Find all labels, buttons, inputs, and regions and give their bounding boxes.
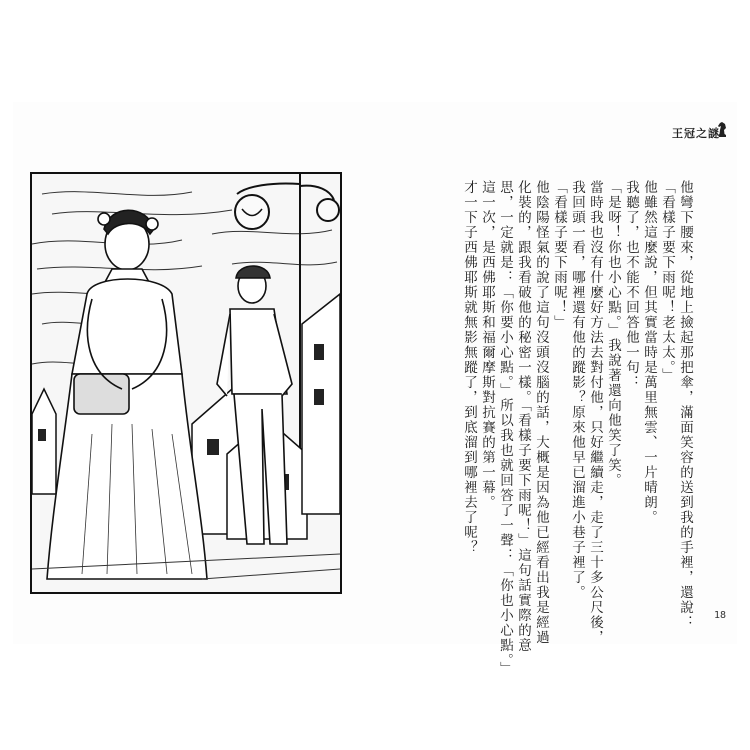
running-title: 王冠之謎 xyxy=(672,127,720,140)
body-column-1: 他彎下腰來，從地上撿起那把傘，滿面笑容的送到我的手裡，還說： xyxy=(677,180,693,630)
body-column-2: 「看樣子要下雨呢！老太太。」 xyxy=(659,180,675,384)
body-column-6: 當時我也沒有什麼好方法去對付他，只好繼續走，走了三十多公尺後， xyxy=(587,180,603,645)
body-column-9: 他陰陽怪氣的說了這句沒頭沒腦的話，大概是因為他已經看出我是經過 xyxy=(533,180,549,645)
body-column-4: 我聽了，也不能不回答他一句： xyxy=(623,180,639,390)
chess-knight-icon xyxy=(716,121,728,138)
body-column-12: 這一次，是西佛耶斯和福爾摩斯對抗賽的第一幕。 xyxy=(479,180,495,510)
illustration-woman-and-man-street xyxy=(30,172,342,594)
body-column-3: 他雖然這麼說，但其實當時是萬里無雲、一片晴朗。 xyxy=(641,180,657,525)
body-column-11: 思，一定就是：「你要小心點。」所以我也就回答了一聲：「你也小心點。」 xyxy=(497,180,513,677)
body-column-7: 我回頭一看，哪裡還有他的蹤影？原來他早已溜進小巷子裡了。 xyxy=(569,180,585,600)
page-number: 18 xyxy=(714,610,727,621)
body-column-13: 才一下子西佛耶斯就無影無蹤了，到底溜到哪裡去了呢？ xyxy=(461,180,477,555)
body-column-8: 「看樣子要下雨呢！」 xyxy=(551,180,567,330)
body-column-10: 化裝的，跟我看破他的秘密一樣。「看樣子要下雨呢！」這句話實際的意 xyxy=(515,180,531,654)
body-column-5: 「是呀！你也小心點。」我說著還向他笑了笑。 xyxy=(605,180,621,489)
